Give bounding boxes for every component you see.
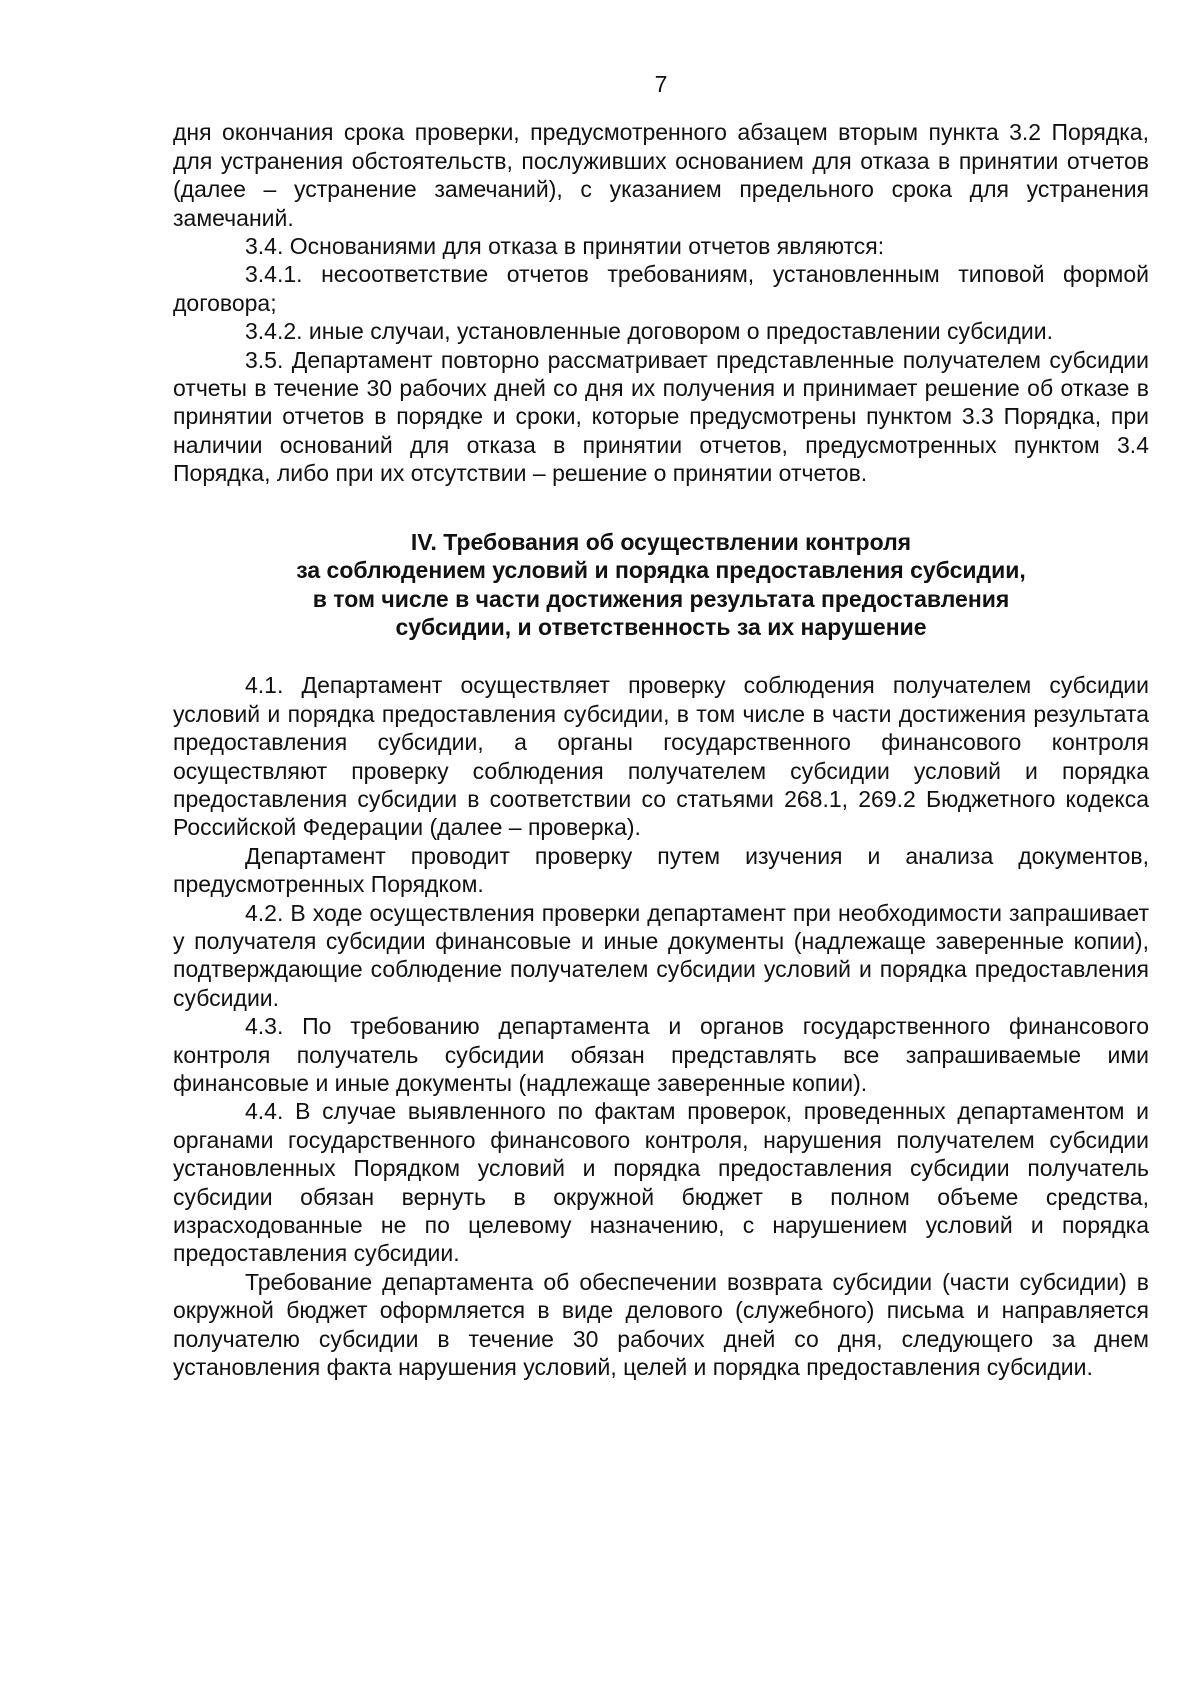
paragraph-4-4-continuation: Требование департамента об обеспечении возврата субсидии (части субсидии) в окружной бюджет оформляется в виде делового (служебного) письма и направляется получателю субсидии в течение 30 рабочих дней со дня, следующего за днем установления факта нарушения условий, целей и порядка предоставления субсидии.	[173, 1268, 1149, 1381]
section-4-heading	[173, 528, 1149, 642]
paragraph-4-2: 4.2. В ходе осуществления проверки департамент при необходимости запрашивает у получателя субсидии финансовые и иные документы (надлежаще заверенные копии), подтверждающие соблюдение получателем субсидии условий и порядка предоставления субсидии.	[173, 899, 1149, 1011]
section-4-heading-line: субсидии, и ответственность за их нарушение	[395, 613, 927, 640]
paragraph-4-1-continuation: Департамент проводит проверку путем изучения и анализа документов, предусмотренных Порядком.	[173, 842, 1149, 898]
paragraph-3-4-2: 3.4.2. иные случаи, установленные договором о предоставлении субсидии.	[245, 318, 1053, 345]
section-4-heading-line: в том числе в части достижения результата предоставления	[312, 585, 1010, 612]
paragraph-4-1: 4.1. Департамент осуществляет проверку соблюдения получателем субсидии условий и порядка предоставления субсидии, в том числе в части достижения результата предоставления субсидии, а органы государственного финансового контроля осуществляют проверку соблюдения получателем субсидии условий и порядка предоставления субсидии в соответствии со статьями 268.1, 269.2 Бюджетного кодекса Российской Федерации (далее – проверка).	[173, 672, 1149, 841]
page-number: 7	[654, 71, 668, 97]
paragraph-3-4-1: 3.4.1. несоответствие отчетов требованиям, установленным типовой формой договора;	[173, 261, 1149, 316]
paragraph-4-4: 4.4. В случае выявленного по фактам проверок, проведенных департаментом и органами государственного финансового контроля, нарушения получателем субсидии установленных Порядком условий и порядка предоставления субсидии получатель субсидии обязан вернуть в окружной бюджет в полном объеме средства, израсходованные не по целевому назначению, с нарушением условий и порядка предоставления субсидии.	[173, 1098, 1149, 1267]
document-page	[173, 70, 1149, 1381]
paragraph-3-4: 3.4. Основаниями для отказа в принятии отчетов являются:	[245, 233, 885, 260]
paragraph-3-3-continuation: дня окончания срока проверки, предусмотренного абзацем вторым пункта 3.2 Порядка, для устранения обстоятельств, послуживших основанием для отказа в принятии отчетов (далее – устранение замечаний), с указанием предельного срока для устранения замечаний.	[173, 119, 1149, 231]
section-4-heading-line: IV. Требования об осуществлении контроля	[410, 528, 912, 555]
paragraph-3-5: 3.5. Департамент повторно рассматривает представленные получателем субсидии отчеты в течение 30 рабочих дней со дня их получения и принимает решение об отказе в принятии отчетов в порядке и сроки, которые предусмотрены пунктом 3.3 Порядка, при наличии оснований для отказа в принятии отчетов, предусмотренных пунктом 3.4 Порядка, либо при их отсутствии – решение о принятии отчетов.	[173, 346, 1149, 487]
paragraph-4-3: 4.3. По требованию департамента и органов государственного финансового контроля получатель субсидии обязан представлять все запрашиваемые ими финансовые и иные документы (надлежаще заверенные копии).	[173, 1013, 1149, 1096]
section-4-heading-line: за соблюдением условий и порядка предоставления субсидии,	[296, 557, 1026, 584]
